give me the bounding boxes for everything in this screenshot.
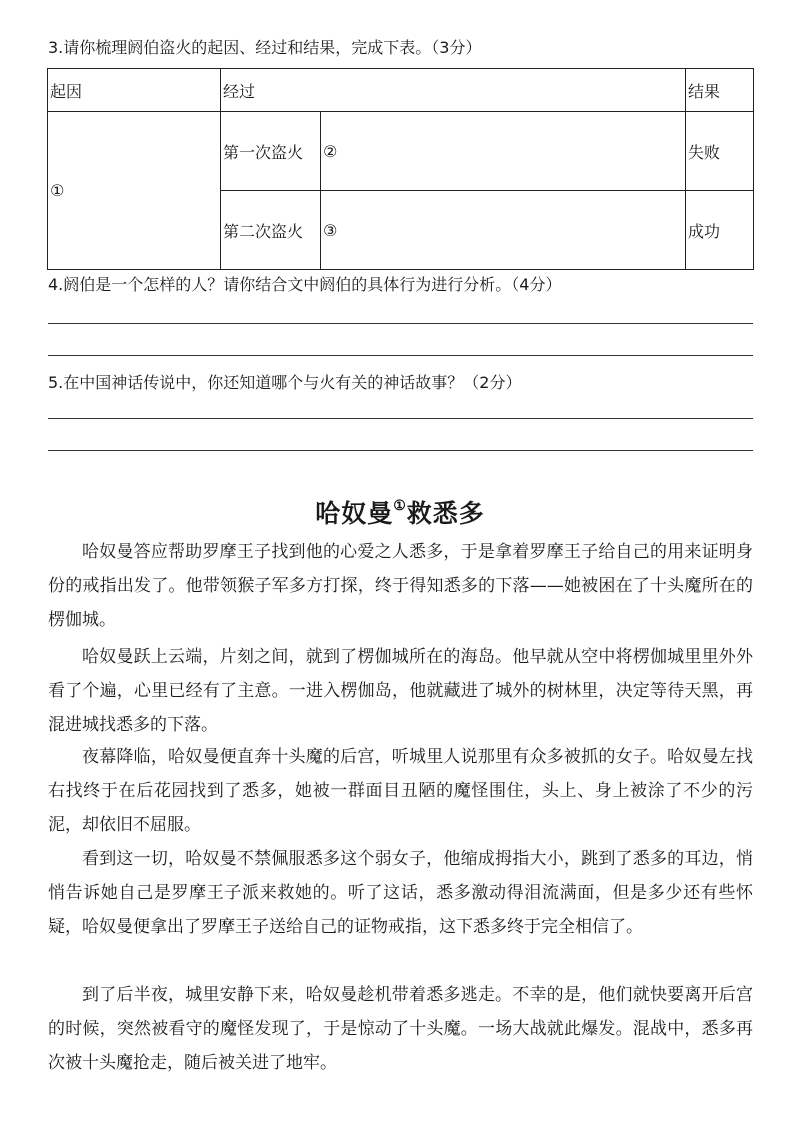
process-blank-cell[interactable]: ② [321, 112, 686, 191]
story-paragraph: 哈奴曼答应帮助罗摩王子找到他的心爱之人悉多，于是拿着罗摩王子给自己的用来证明身份的戒指出发了。他带领猴子军多方打探，终于得知悉多的下落——她被困在了十头魔所在的楞伽城。 [48, 542, 753, 630]
title-main: 哈奴曼 [315, 499, 394, 528]
process-blank-cell[interactable]: ③ [321, 191, 686, 270]
stage-cell: 第一次盗火 [221, 112, 321, 191]
answer-line[interactable] [48, 323, 753, 324]
stage-cell: 第二次盗火 [221, 191, 321, 270]
story-paragraph: 夜幕降临，哈奴曼便直奔十头魔的后宫，听城里人说那里有众多被抓的女子。哈奴曼左找右找终于在后花园找到了悉多，她被一群面目丑陋的魔怪围住，头上、身上被涂了不少的污泥，却依旧不屈服。 [48, 747, 753, 835]
header-cause: 起因 [48, 69, 221, 112]
answer-line[interactable] [48, 355, 753, 356]
table-header-row [48, 69, 754, 112]
title-tail: 救悉多 [406, 499, 485, 528]
question-5-prompt: 5.在中国神话传说中，你还知道哪个与火有关的神话故事？（2分） [48, 373, 522, 392]
header-result: 结果 [686, 69, 754, 112]
q3-answer-table [47, 68, 754, 270]
result-cell: 失败 [686, 112, 754, 191]
cause-blank-cell[interactable]: ① [48, 112, 221, 270]
answer-line[interactable] [48, 450, 753, 451]
result-cell: 成功 [686, 191, 754, 270]
story-title [0, 494, 800, 530]
story-paragraph: 到了后半夜，城里安静下来，哈奴曼趁机带着悉多逃走。不幸的是，他们就快要离开后宫的时候，突然被看守的魔怪发现了，于是惊动了十头魔。一场大战就此爆发。混战中，悉多再次被十头魔抢走，随后被关进了地牢。 [48, 985, 753, 1073]
story-paragraph: 看到这一切，哈奴曼不禁佩服悉多这个弱女子，他缩成拇指大小，跳到了悉多的耳边，悄悄告诉她自己是罗摩王子派来救她的。听了这话，悉多激动得泪流满面，但是多少还有些怀疑，哈奴曼便拿出了罗摩王子送给自己的证物戒指，这下悉多终于完全相信了。 [48, 849, 753, 937]
table-row [48, 112, 754, 191]
question-4-prompt: 4.阏伯是一个怎样的人？请你结合文中阏伯的具体行为进行分析。（4分） [48, 275, 562, 294]
question-3-prompt: 3.请你梳理阏伯盗火的起因、经过和结果，完成下表。（3分） [48, 38, 482, 57]
header-process: 经过 [221, 69, 686, 112]
answer-line[interactable] [48, 418, 753, 419]
story-paragraph: 哈奴曼跃上云端，片刻之间，就到了楞伽城所在的海岛。他早就从空中将楞伽城里里外外看了个遍，心里已经有了主意。一进入楞伽岛，他就藏进了城外的树林里，决定等待天黑，再混进城找悉多的下落。 [48, 647, 753, 735]
footnote-mark: ① [393, 498, 407, 514]
